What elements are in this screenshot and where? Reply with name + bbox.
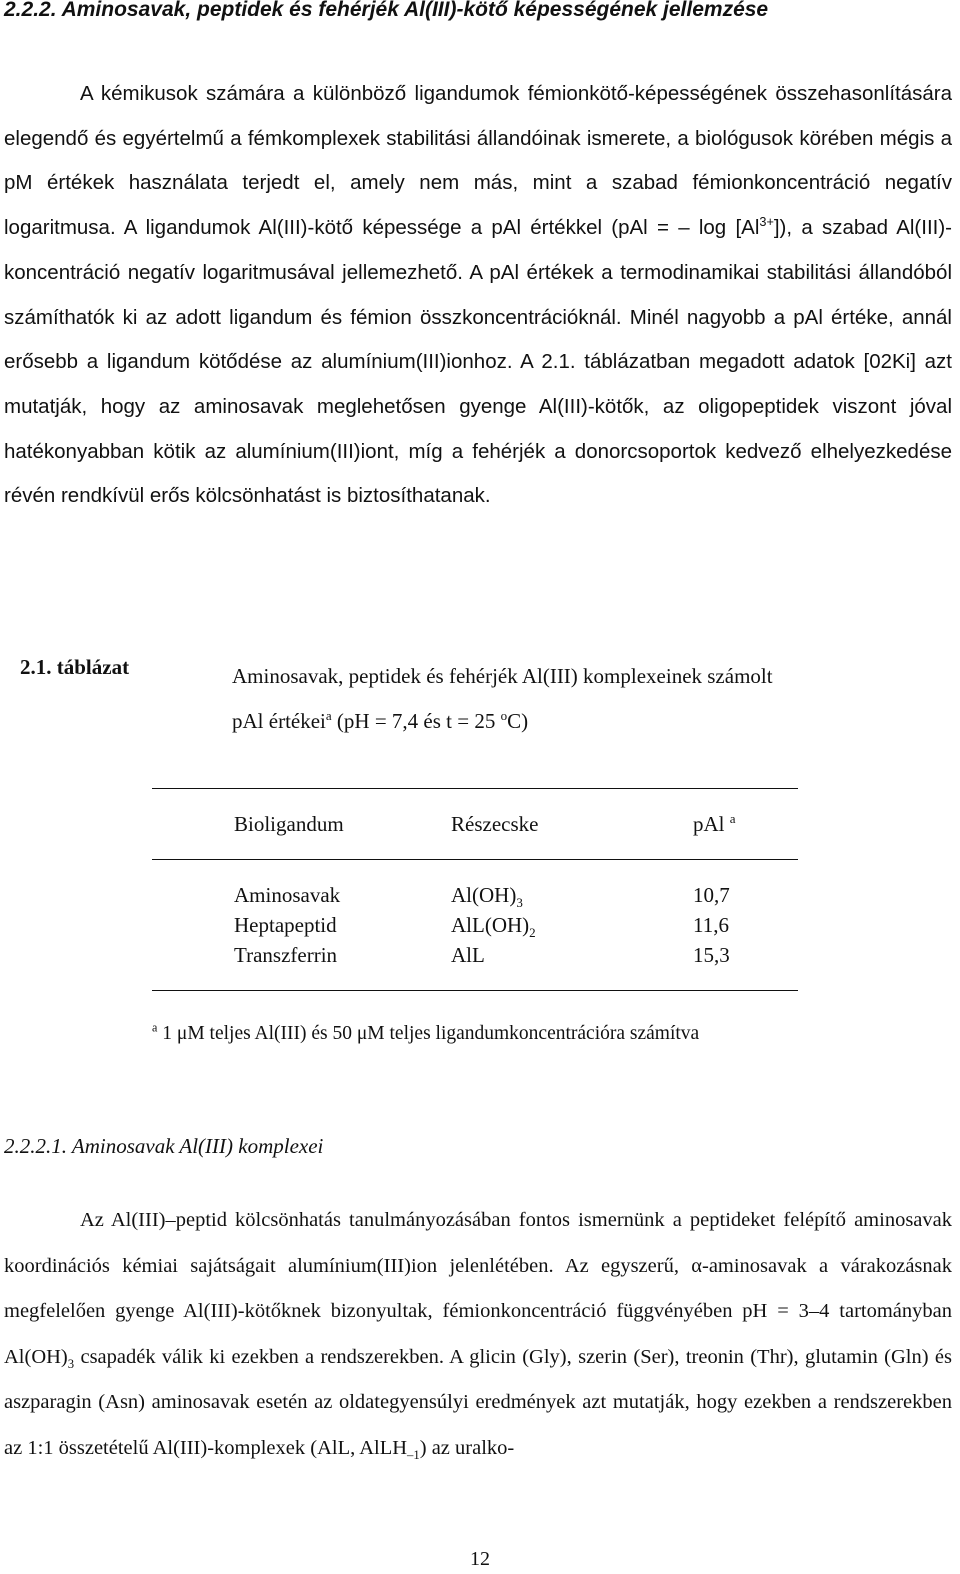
table-caption-line-2 <box>232 699 872 744</box>
paragraph-intro-text-1: A kémikusok számára a különböző ligandumok fémionkötő-képességének összehasonlítására elegendő és egyértelmű a fémkomplexek stabilitási állandóinak ismerete, a biológusok körében mégis a pM értékek használata terjedt el, amely nem más, mint a szabad fémionkoncentráció negatív logaritmusa. A ligandumok Al(III)-kötő képessége a pAl értékkel (pAl = – log [Al <box>4 82 952 240</box>
paragraph-amino-text-2: csapadék válik ki ezekben a rendszerekben. A glicin (Gly), szerin (Ser), treonin (Thr), glutamin (Gln) és aszparagin (Asn) aminosavak esetén az oldategyensúlyi eredmények azt mutatják, hogy ezekben a rendszerekben az 1:1 összetételű Al(III)-komplexek (AlL, AlLH <box>4 1345 952 1459</box>
paragraph-amino-text-3: ) az uralko- <box>419 1436 515 1459</box>
table-row-1-species <box>451 883 523 911</box>
table-caption <box>232 654 872 744</box>
table-top-rule <box>152 788 798 789</box>
table-row-3-ligand: Transzferrin <box>234 943 338 967</box>
table-caption-unit: C) <box>507 709 529 733</box>
table-row-3-pal: 15,3 <box>693 943 730 967</box>
paragraph-intro-text-2: ]), a szabad Al(III)-koncentráció negatív logaritmusával jellemezhető. A pAl értékek a termodinamikai stabilitási állandóból számíthatók ki az adott ligandum és fémion összkoncentrációknál. Minél nagyobb a pAl értéke, annál erősebb a ligandum kötődése az alumínium(III)ionhoz. A 2.1. táblázatban megadott adatok [02Ki] azt mutatják, hogy az aminosavak meglehetősen gyenge Al(III)-kötők, az oligopeptidek viszont jóval hatékonyabban kötik az alumínium(III)iont, míg a fehérjék a donorcsoportok kedvező elhelyezkedése révén rendkívül erős kölcsönhatást is biztosíthatanak. <box>4 216 952 508</box>
subsection-heading: 2.2.2.1. Aminosavak Al(III) komplexei <box>4 1134 324 1158</box>
table-footnote-text: 1 μM teljes Al(III) és 50 μM teljes ligandumkoncentrációra számítva <box>157 1023 700 1044</box>
paragraph-amino-acids <box>4 1198 952 1472</box>
paragraph-amino-sub-2: –1 <box>407 1448 420 1463</box>
table-caption-line-1: Aminosavak, peptidek és fehérjék Al(III) komplexeinek számolt <box>232 664 773 688</box>
table-row-1-pal: 10,7 <box>693 883 730 907</box>
paragraph-intro <box>4 72 952 519</box>
table-header-reszecske: Részecske <box>451 812 539 836</box>
paragraph-amino-text-1: Az Al(III)–peptid kölcsönhatás tanulmányozásában fontos ismernünk a peptideket felépítő aminosavak koordinációs kémiai sajátságait alumínium(III)ion jelenlétében. Az egyszerű, α-aminosavak a várakozásnak megfelelően gyenge Al(III)-kötőknek bizonyultak, fémionkoncentráció függvényében pH = 3–4 tartományban Al(OH) <box>4 1209 952 1368</box>
table-row-3-species-main: AlL <box>451 943 485 967</box>
table-caption-number: 2.1. táblázat <box>20 655 130 679</box>
table-footnote <box>152 1020 700 1045</box>
table-header-pal-sup: a <box>729 811 736 826</box>
table-row-2-pal: 11,6 <box>693 913 729 937</box>
table-bottom-rule <box>152 990 798 991</box>
table-row-2-species-main: AlL(OH) <box>451 913 530 937</box>
table-caption-sup-a: a <box>325 708 332 723</box>
table-footnote-mark: a <box>152 1020 158 1035</box>
table-caption-conditions: (pH = 7,4 és t = 25 <box>331 709 501 733</box>
table-row-2-species <box>451 913 536 941</box>
section-heading: 2.2.2. Aminosavak, peptidek és fehérjék Al(III)-kötő képességének jellemzése <box>4 0 769 21</box>
table-row-3-species <box>451 943 485 968</box>
table-row-1-ligand: Aminosavak <box>234 883 341 907</box>
table-header-rule <box>152 859 798 860</box>
table-header-pal-label: pAl <box>693 812 730 836</box>
table-caption-degree: o <box>500 708 508 723</box>
table-row-2-ligand: Heptapeptid <box>234 913 337 937</box>
table-caption-pal: pAl értékei <box>232 709 326 733</box>
table-row-2-species-sub: 2 <box>529 925 536 941</box>
table-row-1-species-sub: 3 <box>516 895 523 911</box>
table-header-pal <box>693 812 736 837</box>
paragraph-intro-sup: 3+ <box>759 214 774 230</box>
page-number: 12 <box>470 1548 490 1570</box>
table-header-bioligandum: Bioligandum <box>234 812 344 836</box>
table-row-1-species-main: Al(OH) <box>451 883 517 907</box>
paragraph-amino-sub-1: 3 <box>67 1356 75 1371</box>
